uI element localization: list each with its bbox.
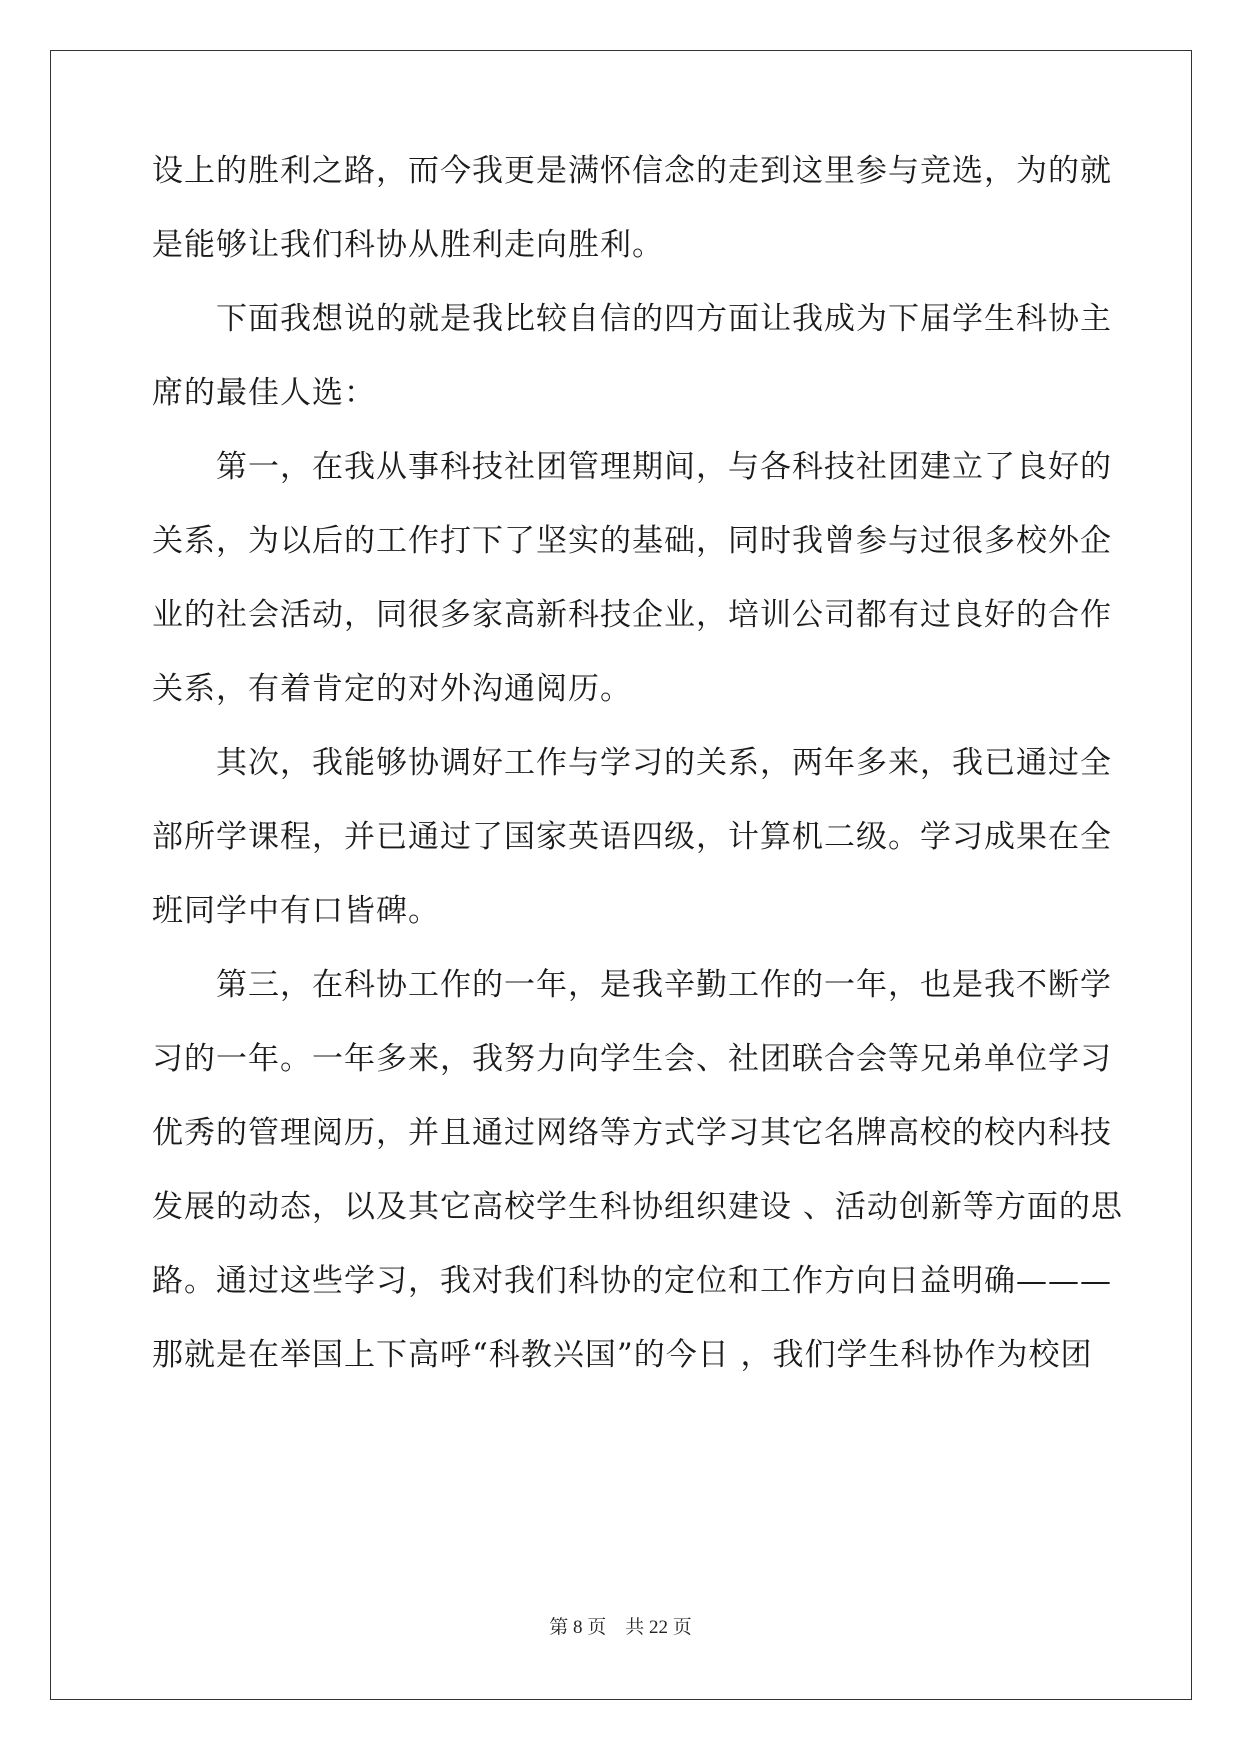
text-line-3: 下面我想说的就是我比较自信的四方面让我成为下届学生科协主	[216, 301, 1112, 337]
text-line-7: 业的社会活动，同很多家高新科技企业，培训公司都有过良好的合作	[152, 597, 1112, 633]
text-line-17: 那就是在举国上下高呼“科教兴国”的今日 ，我们学生科协作为校团	[152, 1337, 1093, 1373]
text-line-5: 第一，在我从事科技社团管理期间，与各科技社团建立了良好的	[216, 449, 1112, 485]
text-line-13: 习的一年。一年多来，我努力向学生会、社团联合会等兄弟单位学习	[152, 1041, 1112, 1077]
text-line-16: 路。通过这些学习，我对我们科协的定位和工作方向日益明确———	[152, 1263, 1112, 1299]
text-line-2: 是能够让我们科协从胜利走向胜利。	[152, 227, 664, 263]
text-line-6: 关系，为以后的工作打下了坚实的基础，同时我曾参与过很多校外企	[152, 523, 1112, 559]
text-line-12: 第三，在科协工作的一年，是我辛勤工作的一年，也是我不断学	[216, 967, 1112, 1003]
text-line-4: 席的最佳人选：	[152, 375, 376, 411]
text-line-8: 关系，有着肯定的对外沟通阅历。	[152, 671, 632, 707]
page-total: 共 22 页	[625, 1617, 692, 1638]
text-line-15: 发展的动态，以及其它高校学生科协组织建设 、活动创新等方面的思	[152, 1189, 1123, 1225]
text-line-11: 班同学中有口皆碑。	[152, 893, 440, 929]
page-number: 第 8 页	[549, 1617, 607, 1638]
text-line-9: 其次，我能够协调好工作与学习的关系，两年多来，我已通过全	[216, 745, 1112, 781]
text-line-1: 设上的胜利之路，而今我更是满怀信念的走到这里参与竞选，为的就	[152, 153, 1112, 189]
text-line-14: 优秀的管理阅历，并且通过网络等方式学习其它名牌高校的校内科技	[152, 1115, 1112, 1151]
page-footer	[0, 1616, 1241, 1640]
text-line-10: 部所学课程，并已通过了国家英语四级，计算机二级。学习成果在全	[152, 819, 1112, 855]
page-border	[50, 50, 1192, 1700]
